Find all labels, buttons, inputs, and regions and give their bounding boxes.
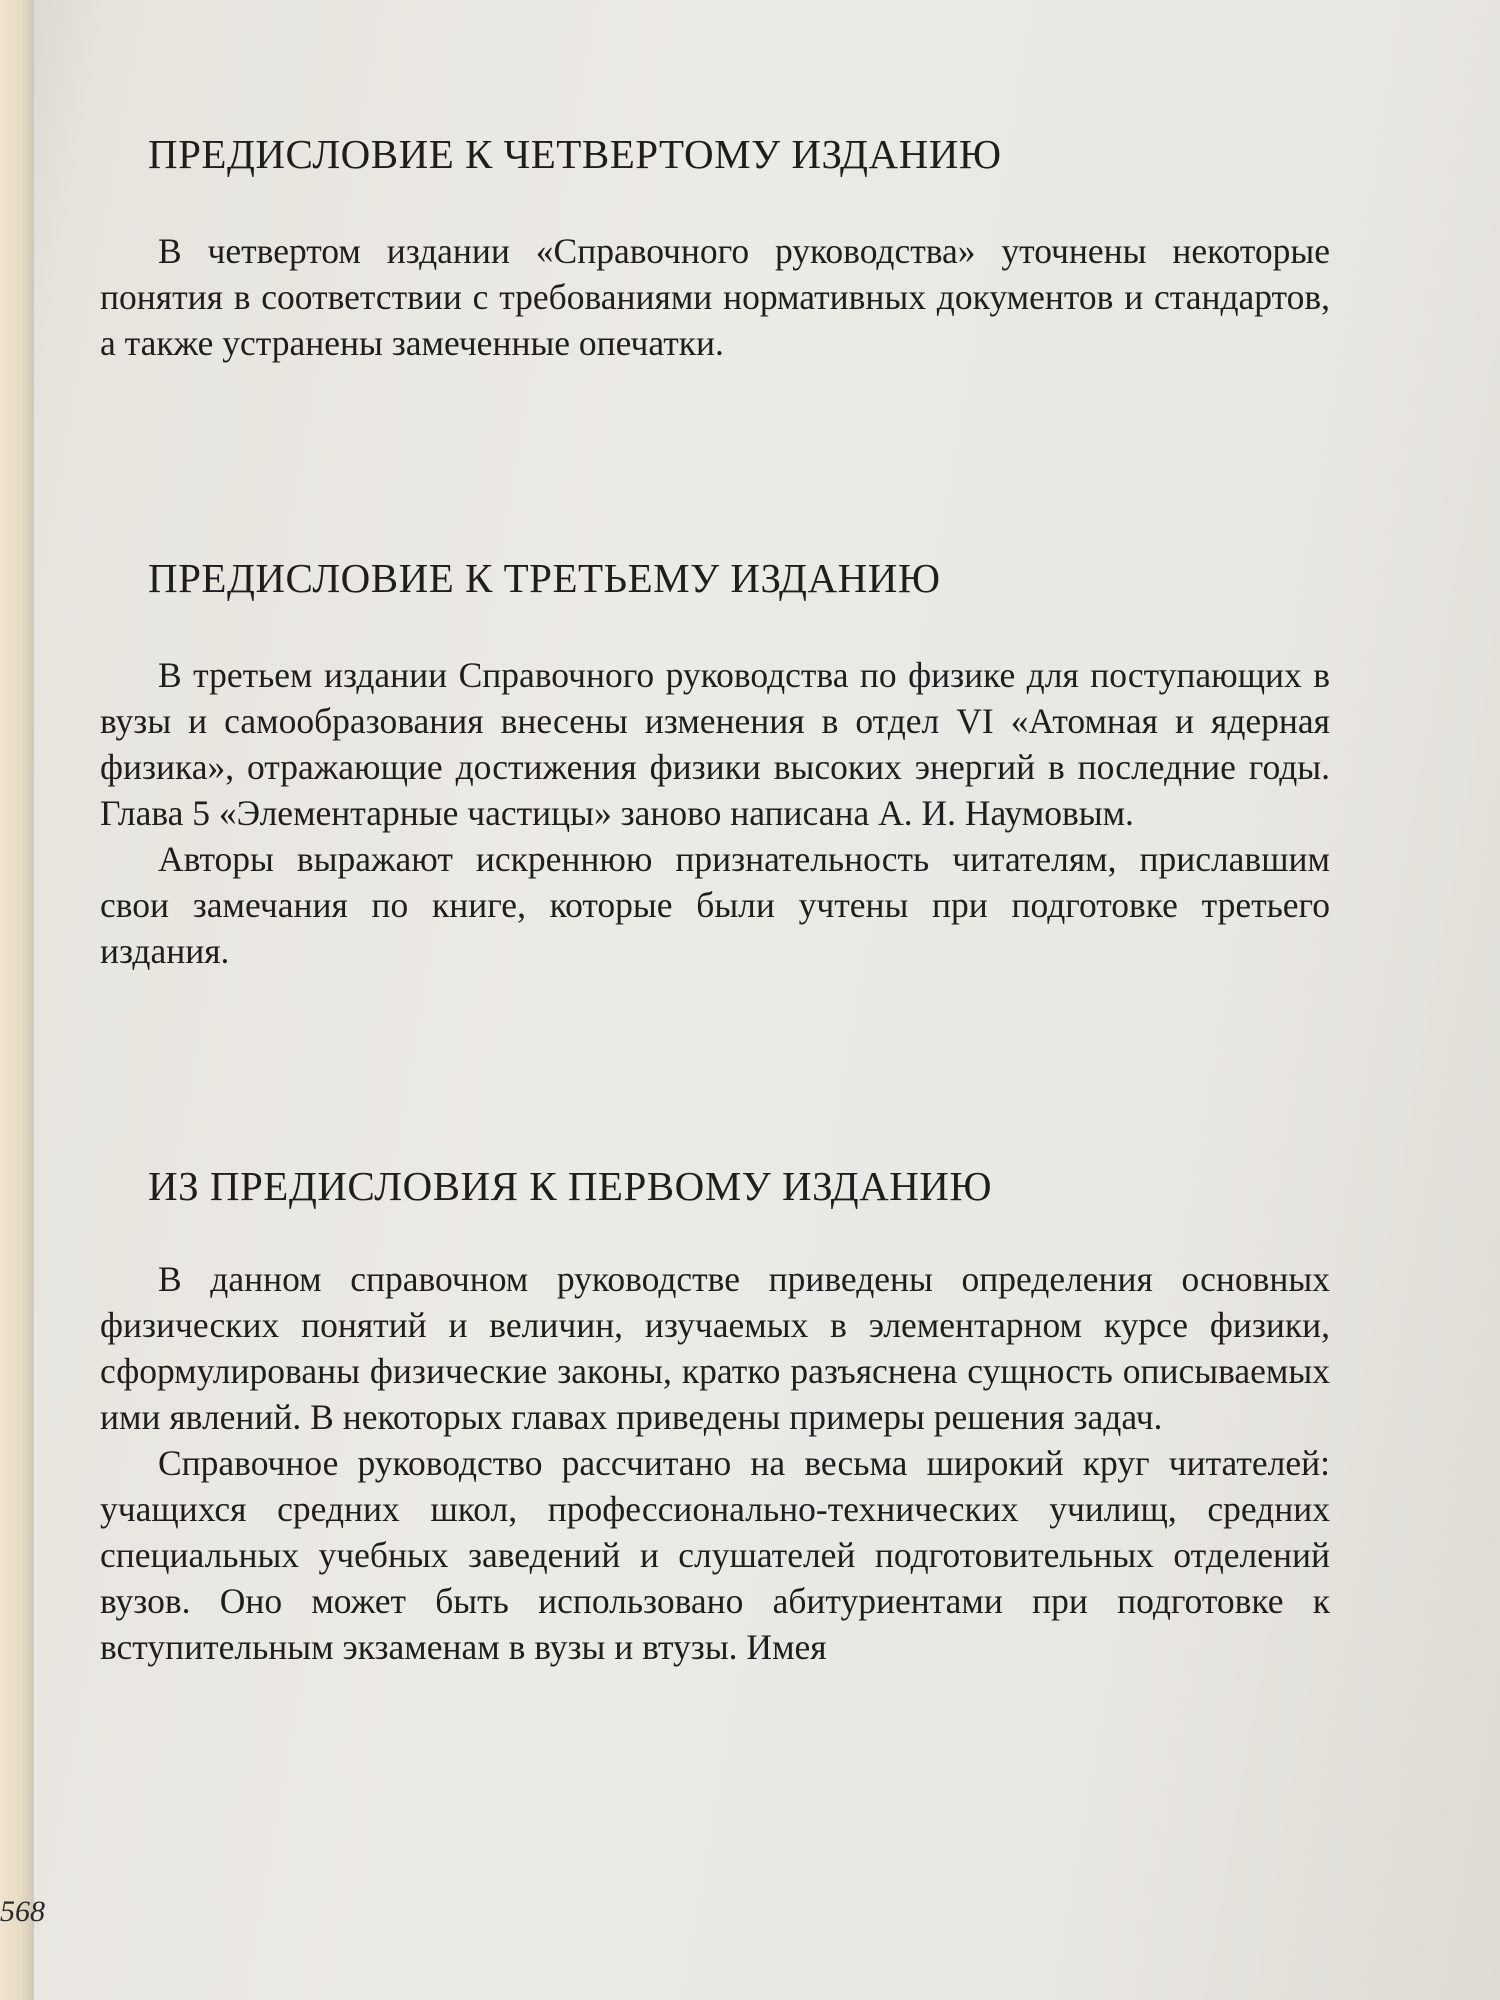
section-heading: ПРЕДИСЛОВИЕ К ЧЕТВЕРТОМУ ИЗДАНИЮ [148,131,1002,177]
page-number: 568 [0,1895,45,1928]
page-gutter [0,0,34,2000]
preface-third-edition [100,554,1330,974]
section-heading: ПРЕДИСЛОВИЕ К ТРЕТЬЕМУ ИЗДАНИЮ [148,555,941,601]
paragraph: Справочное руководство рассчитано на весьма широкий круг читателей: учащихся средних школ, профессионально-технических училищ, средних специальных учебных заведений и слушателей подготовительных отделений вузов. Оно может быть использовано абитуриентами при подготовке к вступительным экзаменам в вузы и втузы. Имея [100,1443,1330,1667]
preface-first-edition [100,1162,1330,1670]
preface-fourth-edition [100,130,1330,366]
paragraph: В данном справочном руководстве приведены определения основных физических понятий и величин, изучаемых в элементарном курсе физики, сформулированы физические законы, кратко разъяснена сущность описываемых ими явлений. В некоторых главах приведены примеры решения задач. [100,1259,1330,1437]
paragraph: Авторы выражают искреннюю признательность читателям, приславшим свои замечания по книге, которые были учтены при подготовке третьего издания. [100,839,1330,971]
paragraph: В четвертом издании «Справочного руководства» уточнены некоторые понятия в соответствии с требованиями нормативных документов и стандартов, а также устранены замеченные опечатки. [100,231,1330,363]
page-content [100,130,1330,1670]
section-heading: ИЗ ПРЕДИСЛОВИЯ К ПЕРВОМУ ИЗДАНИЮ [148,1163,993,1209]
paragraph: В третьем издании Справочного руководства по физике для поступающих в вузы и самообразования внесены изменения в отдел VI «Атомная и ядерная физика», отражающие достижения физики высоких энергий в последние годы. Глава 5 «Элементарные частицы» заново написана А. И. Наумовым. [100,655,1330,833]
